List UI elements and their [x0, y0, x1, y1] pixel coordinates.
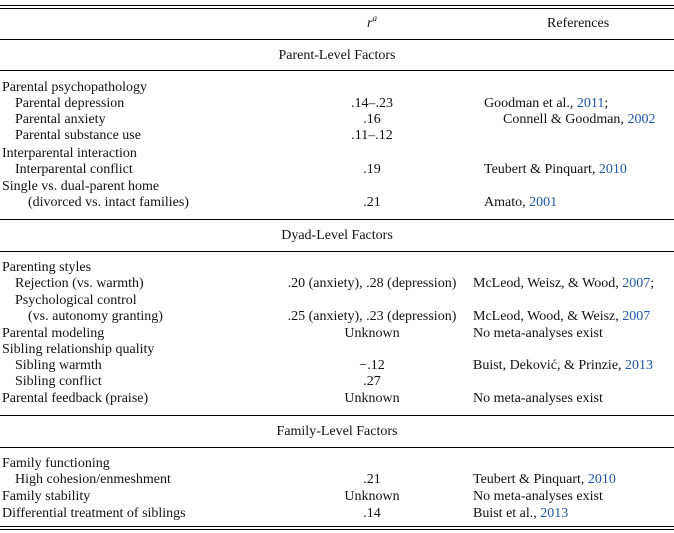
citation-year[interactable]: 2007 — [622, 276, 651, 291]
row-reference: Buist et al., 2013 — [473, 506, 569, 521]
row-factor: Rejection (vs. warmth) — [15, 276, 144, 291]
row-factor: Psychological control — [15, 293, 137, 308]
row-reference: Teubert & Pinquart, 2010 — [484, 162, 627, 177]
row-reference: Buist, Deković, & Prinzie, 2013 — [473, 358, 654, 373]
row-factor: Parental feedback (praise) — [2, 391, 149, 406]
row-reference: No meta-analyses exist — [473, 326, 603, 341]
row-factor: Sibling warmth — [15, 358, 102, 373]
row-r: .21 — [363, 472, 381, 487]
section-title-dyad: Dyad-Level Factors — [281, 228, 393, 243]
row-factor: (divorced vs. intact families) — [28, 195, 189, 210]
citation-year[interactable]: 2010 — [587, 472, 616, 487]
row-r: Unknown — [344, 489, 400, 504]
section-title-parent: Parent-Level Factors — [278, 48, 396, 63]
row-r: .19 — [363, 162, 381, 177]
row-r: Unknown — [344, 326, 400, 341]
citation-year[interactable]: 2001 — [529, 195, 558, 210]
row-factor: Sibling conflict — [15, 374, 102, 389]
row-reference: No meta-analyses exist — [473, 489, 603, 504]
row-factor: Family functioning — [2, 456, 110, 471]
row-factor: Family stability — [2, 489, 91, 504]
row-r: −.12 — [359, 358, 385, 373]
section-title-family: Family-Level Factors — [276, 424, 398, 439]
bottom-rule-2 — [0, 529, 674, 530]
row-reference: Goodman et al., 2011; — [484, 96, 609, 111]
row-factor: Parental modeling — [2, 326, 105, 341]
section-rule-family — [0, 447, 674, 448]
row-r: .16 — [363, 112, 381, 127]
row-reference: Connell & Goodman, 2002 — [503, 112, 656, 127]
citation-year[interactable]: 2013 — [625, 358, 654, 373]
row-factor: High cohesion/enmeshment — [15, 472, 171, 487]
row-r: .21 — [363, 195, 381, 210]
row-r: .20 (anxiety), .28 (depression) — [287, 276, 457, 291]
row-factor: Sibling relationship quality — [2, 342, 155, 357]
row-factor: Parental psychopathology — [2, 80, 148, 95]
row-r: .11–.12 — [351, 128, 393, 143]
row-reference: No meta-analyses exist — [473, 391, 603, 406]
row-factor: Interparental conflict — [15, 162, 133, 177]
citation-year[interactable]: 2011 — [576, 96, 605, 111]
row-r: .14–.23 — [351, 96, 393, 111]
bottom-rule-1 — [0, 526, 674, 527]
section-rule-family-top — [0, 415, 674, 416]
section-rule-parent — [0, 70, 674, 71]
row-r: Unknown — [344, 391, 400, 406]
row-reference: McLeod, Wood, & Weisz, 2007 — [473, 309, 651, 324]
top-rule-1 — [0, 5, 674, 6]
citation-year[interactable]: 2002 — [627, 112, 656, 127]
citation-year[interactable]: 2010 — [598, 162, 627, 177]
citation-year[interactable]: 2007 — [622, 309, 651, 324]
header-rule — [0, 39, 674, 40]
row-r: .14 — [363, 506, 381, 521]
citation-year[interactable]: 2013 — [540, 506, 569, 521]
row-factor: (vs. autonomy granting) — [28, 309, 163, 324]
row-factor: Single vs. dual-parent home — [2, 179, 160, 194]
row-reference: McLeod, Weisz, & Wood, 2007; — [473, 276, 655, 291]
row-r: .27 — [363, 374, 381, 389]
row-r: .25 (anxiety), .23 (depression) — [287, 309, 457, 324]
header-references: References — [547, 16, 610, 31]
row-factor: Parental depression — [15, 96, 125, 111]
row-reference: Amato, 2001 — [484, 195, 558, 210]
top-rule-2 — [0, 8, 674, 9]
row-factor: Parenting styles — [2, 260, 92, 275]
section-rule-dyad-top — [0, 219, 674, 220]
row-factor: Differential treatment of siblings — [2, 506, 186, 521]
row-factor: Interparental interaction — [2, 146, 137, 161]
header-r: $r^a$ — [367, 13, 377, 31]
row-factor: Parental substance use — [15, 128, 141, 143]
row-reference: Teubert & Pinquart, 2010 — [473, 472, 616, 487]
row-factor: Parental anxiety — [15, 112, 106, 127]
section-rule-dyad — [0, 251, 674, 252]
